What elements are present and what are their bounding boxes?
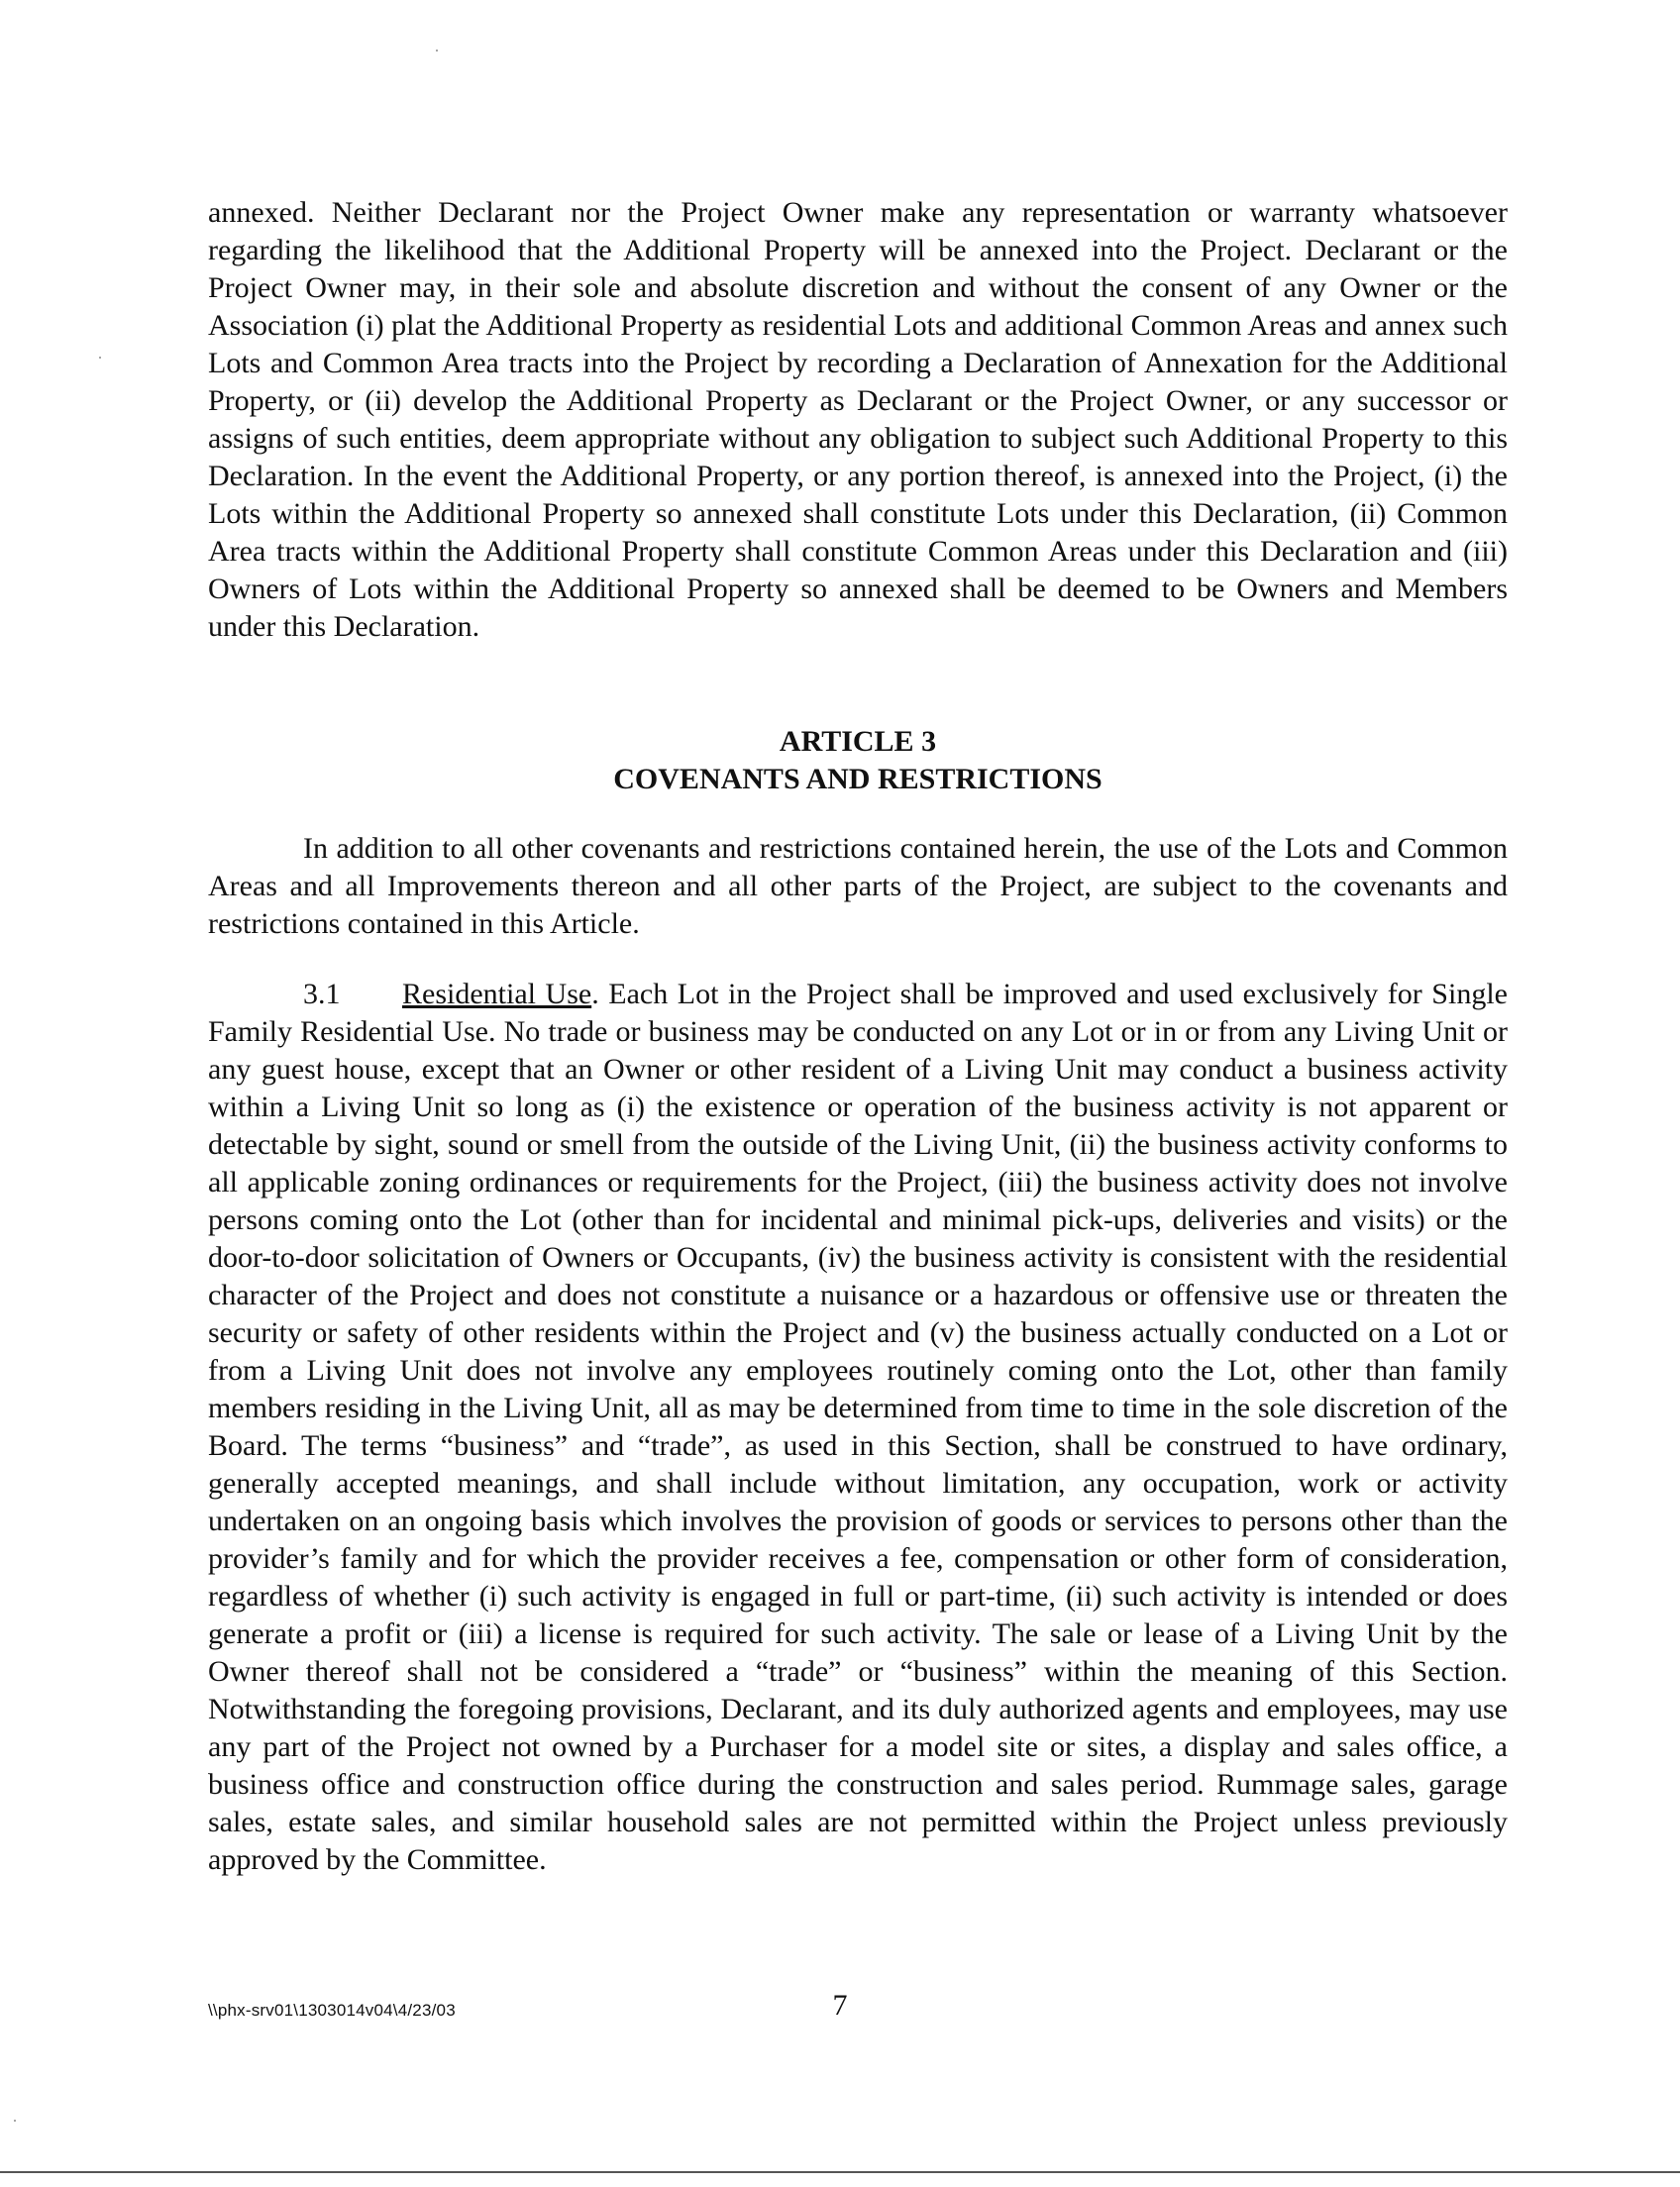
scan-speck <box>14 2120 16 2122</box>
paragraph-article-intro: In addition to all other covenants and restrictions contained herein, the use of the Lots and Common Areas and all Improvements thereon and all other parts of the Project, are subject to the covenants and restrictions contained in this Article. <box>208 832 1508 940</box>
section-title: Residential Use <box>402 978 592 1010</box>
article-title: COVENANTS AND RESTRICTIONS <box>613 763 1102 795</box>
scan-speck <box>99 357 101 359</box>
paragraph-annexation: annexed. Neither Declarant nor the Project Owner make any representation or warranty whatsoever regarding the likelihood that the Additional Property will be annexed into the Project. Declarant or the Project Owner may, in their sole and absolute discretion and without the consent of any Owner or the Association (i) plat the Additional Property as residential Lots and additional Common Areas and annex such Lots and Common Area tracts into the Project by recording a Declaration of Annexation for the Additional Property, or (ii) develop the Additional Property as Declarant or the Project Owner, or any successor or assigns of such entities, deem appropriate without any obligation to subject such Additional Property to this Declaration. In the event the Additional Property, or any portion thereof, is annexed into the Project, (i) the Lots within the Additional Property so annexed shall constitute Lots under this Declaration, (ii) Common Area tracts within the Additional Property shall constitute Common Areas under this Declaration and (iii) Owners of Lots within the Additional Property so annexed shall be deemed to be Owners and Members under this Declaration. <box>208 196 1508 643</box>
article-number: ARTICLE 3 <box>779 725 937 758</box>
article-heading <box>208 723 1508 798</box>
scan-speck <box>436 50 438 52</box>
footer-file-path: \\phx-srv01\1303014v04\4/23/03 <box>208 2001 456 2020</box>
page-number: 7 <box>832 1989 848 2022</box>
section-residential-use <box>208 976 1508 1879</box>
section-number: 3.1 <box>303 978 341 1010</box>
section-body: . Each Lot in the Project shall be improved and used exclusively for Single Family Residential Use. No trade or business may be conducted on any Lot or in or from any Living Unit or any guest house, except that an Owner or other resident of a Living Unit may conduct a business activity within a Living Unit so long as (i) the existence or operation of the business activity is not apparent or detectable by sight, sound or smell from the outside of the Living Unit, (ii) the business activity conforms to all applicable zoning ordinances or requirements for the Project, (iii) the business activity does not involve persons coming onto the Lot (other than for incidental and minimal pick-ups, deliveries and visits) or the door-to-door solicitation of Owners or Occupants, (iv) the business activity is consistent with the residential character of the Project and does not constitute a nuisance or a hazardous or offensive use or threaten the security or safety of other residents within the Project and (v) the business actually conducted on a Lot or from a Living Unit does not involve any employees routinely coming onto the Lot, other than family members residing in the Living Unit, all as may be determined from time to time in the sole discretion of the Board. The terms “business” and “trade”, as used in this Section, shall be construed to have ordinary, generally accepted meanings, and shall include without limitation, any occupation, work or activity undertaken on an ongoing basis which involves the provision of goods or services to persons other than the provider’s family and for which the provider receives a fee, compensation or other form of consideration, regardless of whether (i) such activity is engaged in full or part-time, (ii) such activity is intended or does generate a profit or (iii) a license is required for such activity. The sale or lease of a Living Unit by the Owner thereof shall not be considered a “trade” or “business” within the meaning of this Section. Notwithstanding the foregoing provisions, Declarant, and its duly authorized agents and employees, may use any part of the Project not owned by a Purchaser for a model site or sites, a display and sales office, a business office and construction office during the construction and sales period. Rummage sales, garage sales, estate sales, and similar household sales are not permitted within the Project unless previously approved by the Committee. <box>208 978 1508 1876</box>
scan-edge-line <box>0 2171 1680 2173</box>
